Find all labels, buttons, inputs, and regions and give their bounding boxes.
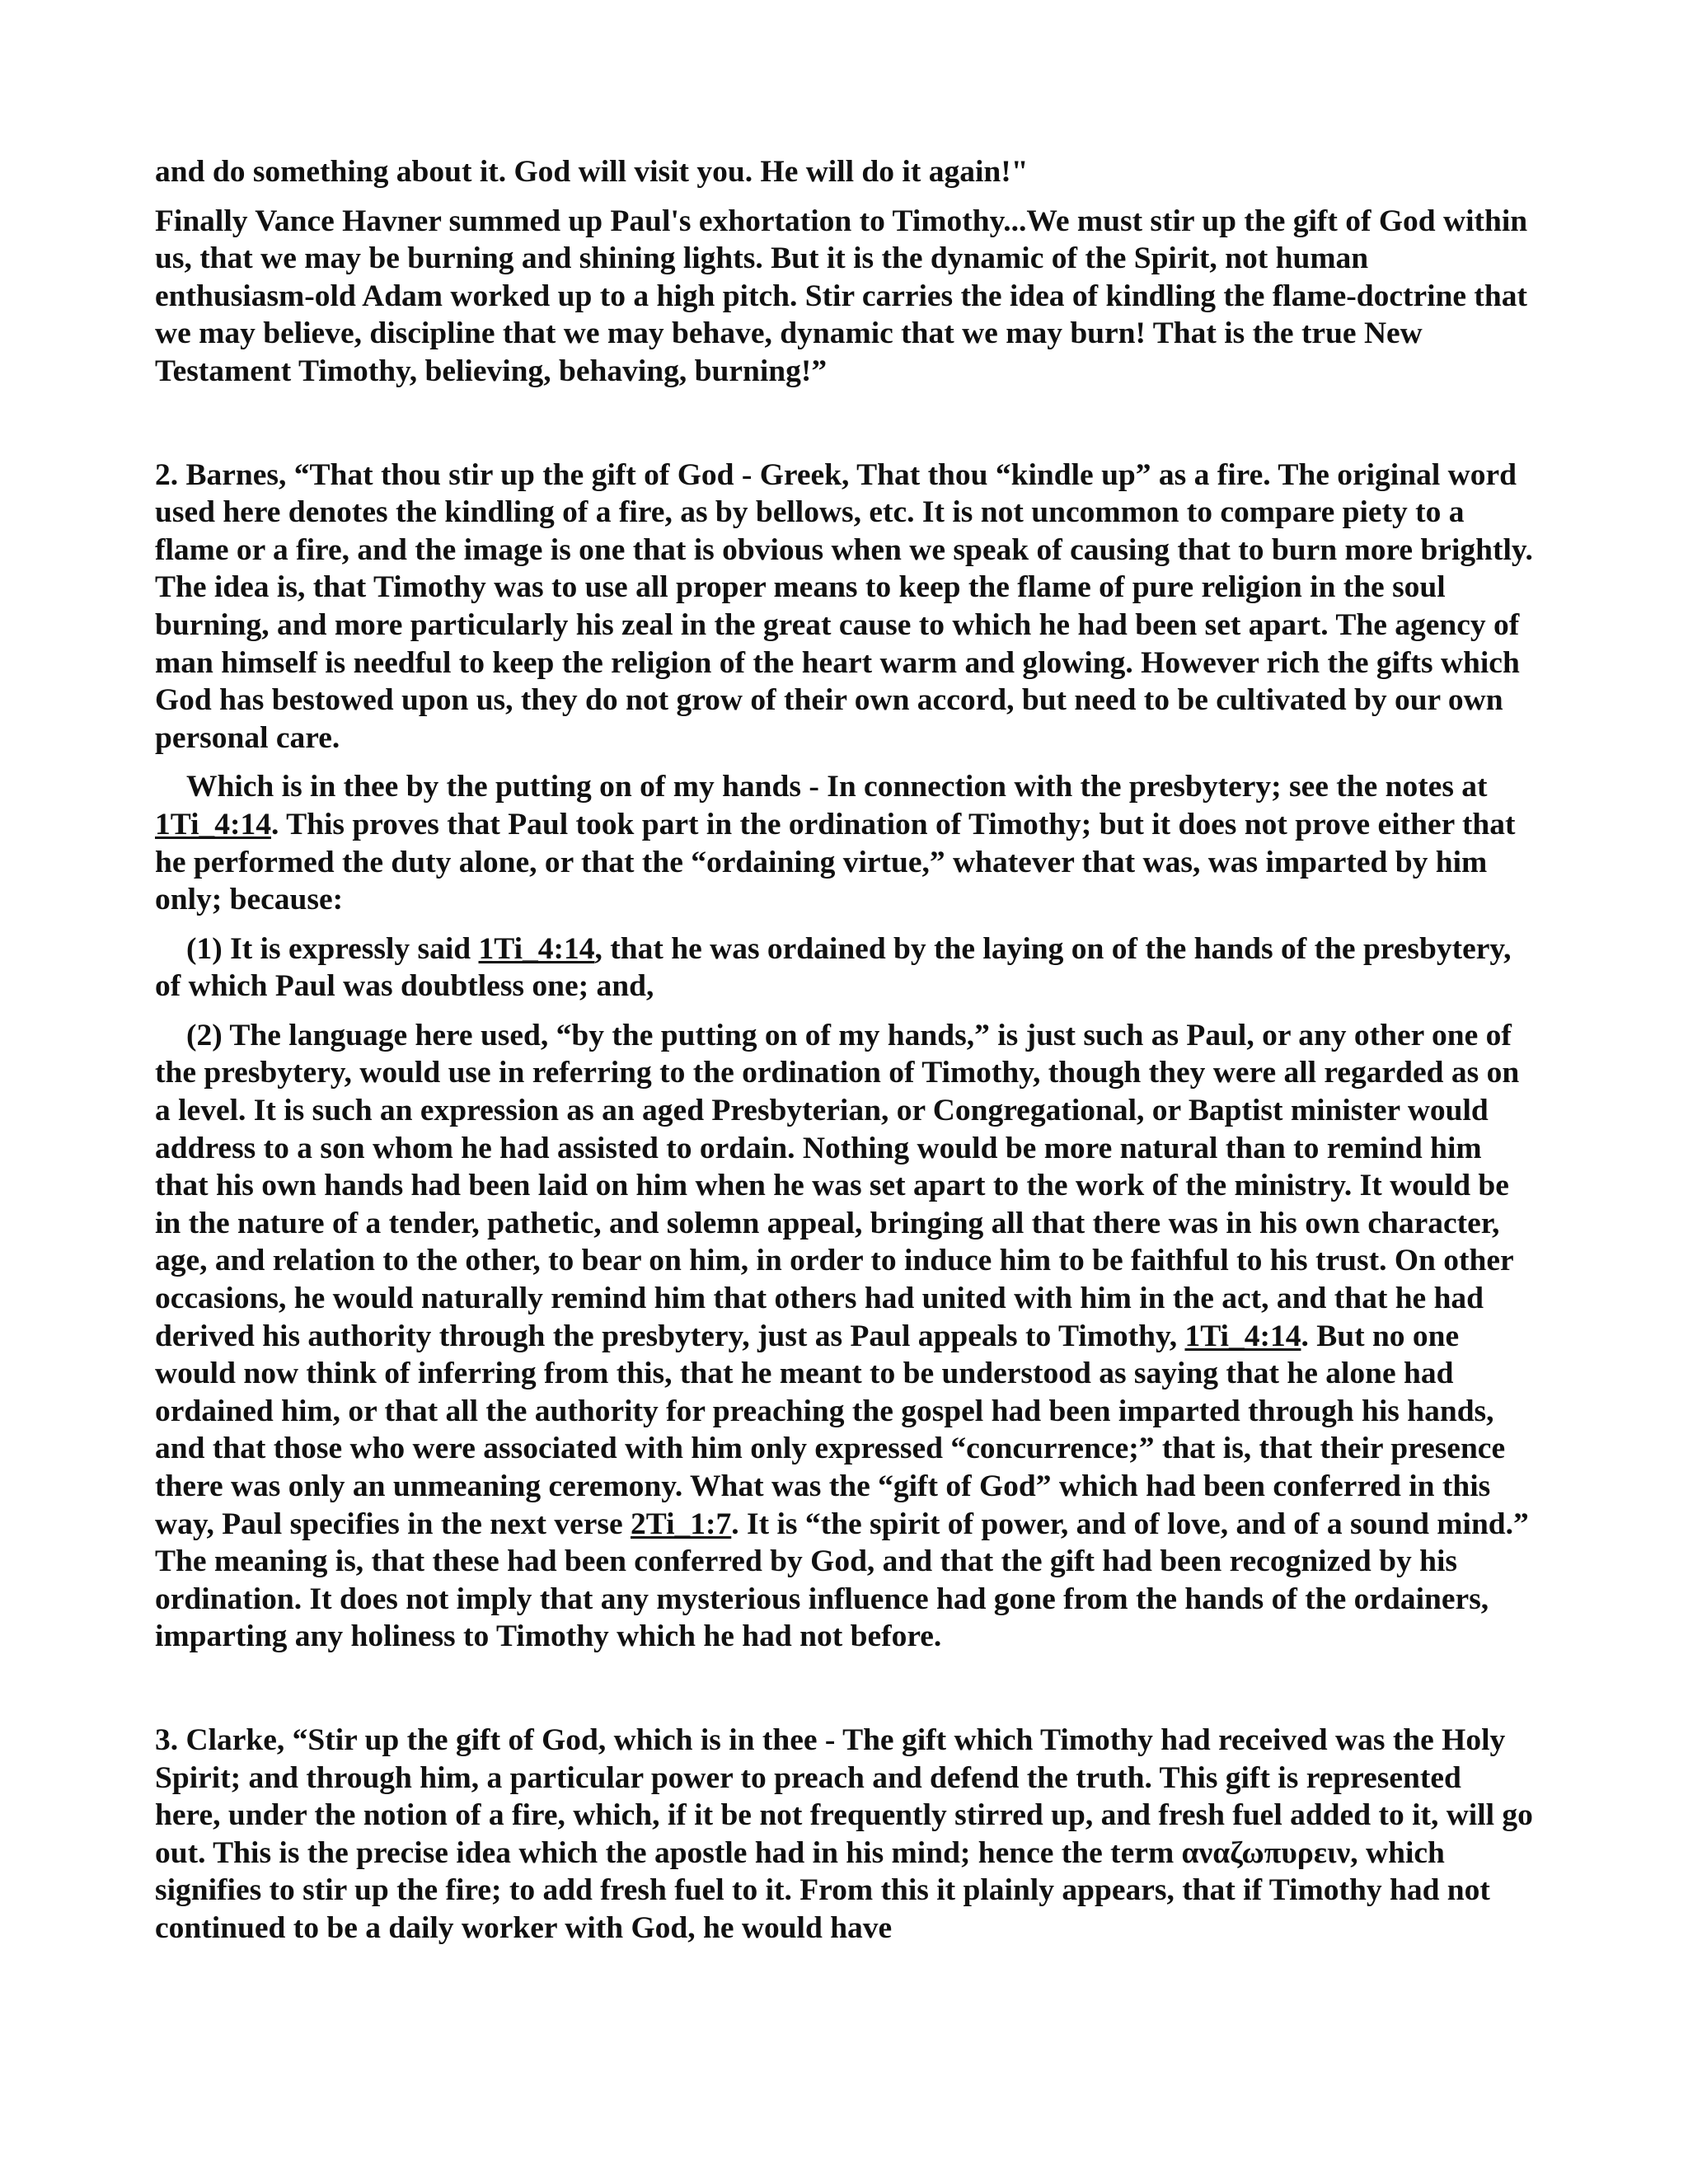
scripture-link[interactable]: 1Ti_4:14 [155,807,271,841]
paragraph-text: , that he was ordained by the laying on of the hands of the presbytery, of which Paul was doubtless one; and, [155,931,1512,1004]
paragraph-point-2 [155,1017,1533,1656]
document-page [155,153,1533,1947]
paragraph-point-1 [155,930,1533,1005]
scripture-link[interactable]: 1Ti_4:14 [478,931,595,966]
paragraph-havner-ending [155,153,1533,191]
paragraph-havner-summary [155,203,1533,391]
paragraph-text: Which is in thee by the putting on of my hands - In connection with the presbytery; see the notes at [186,770,1488,804]
paragraph-text: (2) The language here used, “by the putting on of my hands,” is just such as Paul, or any other one of the presbytery, would use in referring to the ordination of Timothy, though they were all regarded as on a level. It is such an expression as an aged Presbyterian, or Congregational, or Baptist minister would address to a son whom he had assisted to ordain. Nothing would be more natural than to remind him that his own hands had been laid on him when he was set apart to the work of the ministry. It would be in the nature of a tender, pathetic, and solemn appeal, bringing all that there was in his own character, age, and relation to the other, to bear on him, in order to induce him to be faithful to his trust. On other occasions, he would naturally remind him that others had united with him in the act, and that he had derived his authority through the presbytery, just as Paul appeals to Timothy, [155,1018,1520,1353]
paragraph-clarke [155,1722,1533,1947]
paragraph-text: . But no one would now think of inferring from this, that he meant to be understood as saying that he alone had ordained him, or that all the authority for preaching the gospel had been imparted through his hands, and that those who were associated with him only expressed “concurrence;” that is, that their presence there was only an unmeaning ceremony. What was the “gift of God” which had been conferred in this way, Paul specifies in the next verse [155,1319,1506,1541]
scripture-link[interactable]: 1Ti_4:14 [1184,1319,1301,1353]
paragraph-barnes [155,457,1533,757]
paragraph-text: Finally Vance Havner summed up Paul's exhortation to Timothy...We must stir up the gift of God within us, that we may be burning and shining lights. But it is the dynamic of the Spirit, not human enthusiasm-old Adam worked up to a high pitch. Stir carries the idea of kindling the flame-doctrine that we may believe, discipline that we may behave, dynamic that we may burn! That is the true New Testament Timothy, believing, behaving, burning!” [155,204,1528,388]
paragraph-text: and do something about it. God will visit you. He will do it again!" [155,155,1029,189]
paragraph-text: . This proves that Paul took part in the ordination of Timothy; but it does not prove either that he performed the duty alone, or that the “ordaining virtue,” whatever that was, was imparted by him only; because: [155,807,1516,917]
paragraph-text: 3. Clarke, “Stir up the gift of God, which is in thee - The gift which Timothy had received was the Holy Spirit; and through him, a particular power to preach and defend the truth. This gift is represented here, under the notion of a fire, which, if it be not frequently stirred up, and fresh fuel added to it, will go out. This is the precise idea which the apostle had in his mind; hence the term αναζωπυρειν, which signifies to stir up the fire; to add fresh fuel to it. From this it plainly appears, that if Timothy had not continued to be a daily worker with God, he would have [155,1722,1533,1945]
paragraph-text: . It is “the spirit of power, and of love, and of a sound mind.” The meaning is, that these had been conferred by God, and that the gift had been recognized by his ordination. It does not imply that any mysterious influence had gone from the hands of the ordainers, imparting any holiness to Timothy which he had not before. [155,1507,1529,1654]
paragraph-text: (1) It is expressly said [186,931,479,966]
scripture-link[interactable]: 2Ti_1:7 [631,1507,732,1541]
paragraph-putting-on-of-hands [155,768,1533,918]
paragraph-text: 2. Barnes, “That thou stir up the gift of God - Greek, That thou “kindle up” as a fire. The original word used here denotes the kindling of a fire, as by bellows, etc. It is not uncommon to compare piety to a flame or a fire, and the image is one that is obvious when we speak of causing that to burn more brightly. The idea is, that Timothy was to use all proper means to keep the flame of pure religion in the soul burning, and more particularly his zeal in the great cause to which he had been set apart. The agency of man himself is needful to keep the religion of the heart warm and glowing. However rich the gifts which God has bestowed upon us, they do not grow of their own accord, but need to be cultivated by our own personal care. [155,457,1533,755]
